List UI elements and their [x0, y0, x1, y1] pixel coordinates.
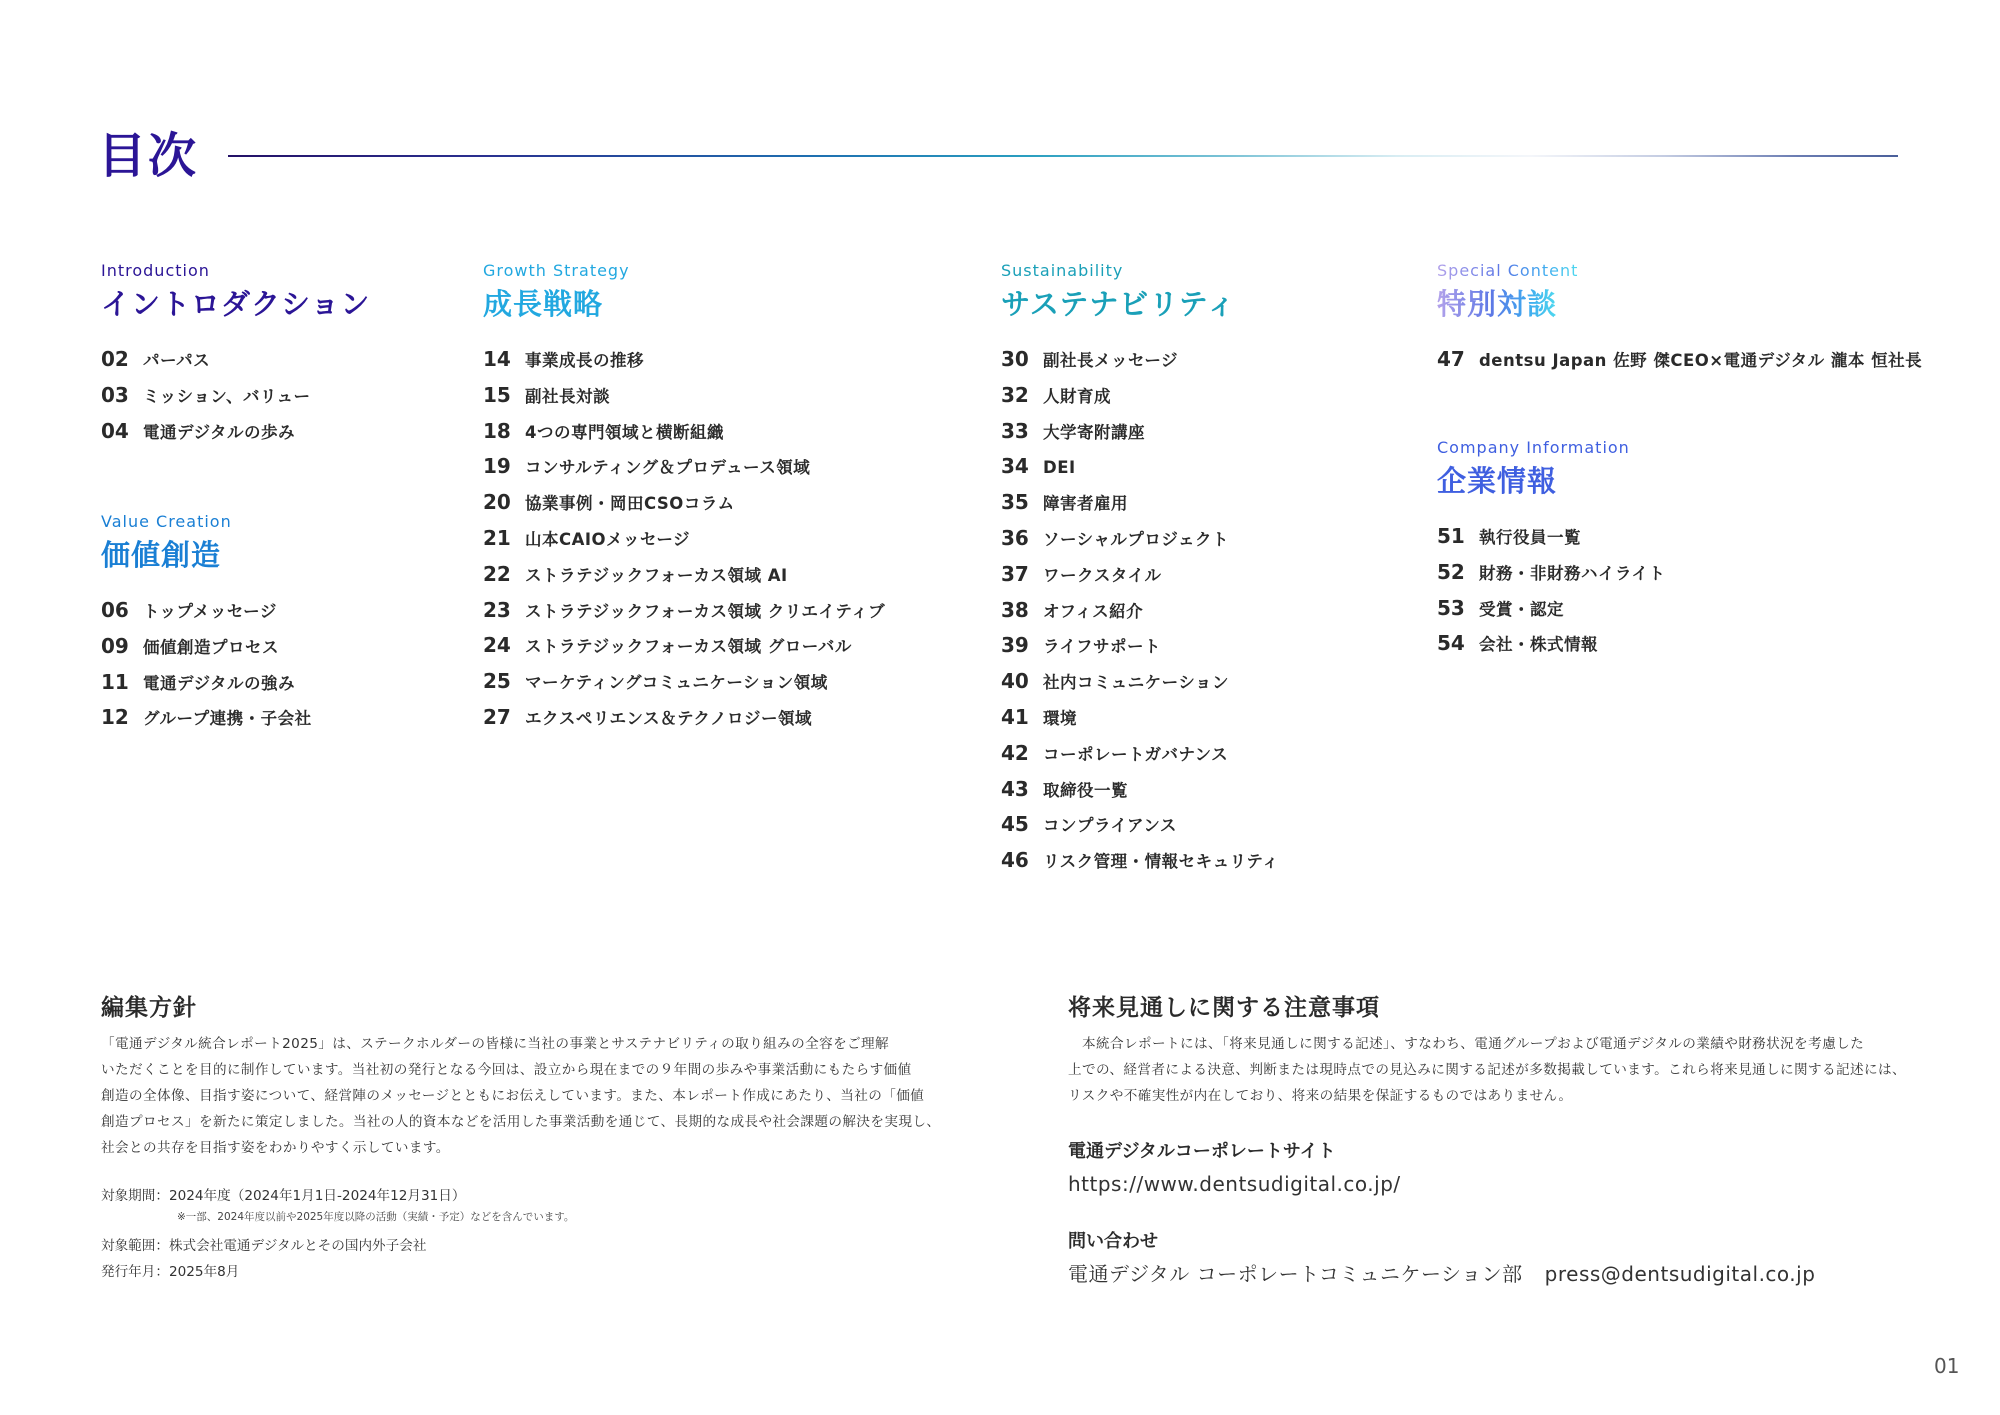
toc-item[interactable]	[1001, 777, 1279, 813]
toc-page-number: 23	[483, 597, 511, 622]
toc-item[interactable]	[1001, 383, 1279, 419]
paragraph-line: 上での、経営者による決意、判断または現時点での見込みに関する記述が多数掲載しています。これら将来見通しに関する記述には、	[1068, 1062, 1906, 1078]
toc-page-number: 35	[1001, 490, 1029, 515]
toc-item[interactable]	[1001, 490, 1279, 526]
toc-item[interactable]	[1001, 741, 1279, 777]
toc-item[interactable]	[1001, 347, 1279, 383]
toc-item[interactable]	[101, 670, 312, 706]
toc-page-number: 19	[483, 454, 511, 479]
toc-item[interactable]	[1001, 848, 1279, 884]
forward-looking-notice	[1068, 993, 1928, 1289]
contact-email-link[interactable]: press@dentsudigital.co.jp	[1544, 1262, 1816, 1286]
contact-info	[1068, 1229, 1928, 1289]
editorial-policy	[101, 993, 961, 1285]
toc-page-number: 37	[1001, 561, 1029, 586]
toc-item-label: グループ連携・子会社	[143, 709, 312, 729]
toc-item[interactable]	[101, 347, 370, 383]
toc-item-label: 会社・株式情報	[1479, 635, 1598, 655]
section-en-label: Company Information	[1437, 438, 1630, 457]
toc-item-label: 副社長メッセージ	[1043, 351, 1179, 370]
toc-item[interactable]	[483, 705, 885, 741]
toc-item[interactable]	[1001, 454, 1279, 490]
toc-list-sustainability	[1001, 347, 1279, 884]
toc-item-label: 価値創造プロセス	[143, 637, 279, 657]
toc-page-number: 38	[1001, 597, 1029, 622]
toc-item-label: 大学寄附講座	[1043, 422, 1145, 442]
toc-page-number: 33	[1001, 418, 1029, 443]
toc-item[interactable]	[1001, 526, 1279, 562]
paragraph-line: 「電通デジタル統合レポート2025」は、ステークホルダーの皆様に当社の事業とサステナビリティの取り組みの全容をご理解	[101, 1036, 890, 1052]
section-value-creation	[101, 512, 312, 741]
toc-page-number: 47	[1437, 347, 1465, 371]
toc-page-number: 40	[1001, 669, 1029, 694]
toc-page-number: 25	[483, 669, 511, 694]
paragraph-line: 社会との共存を目指す姿をわかりやすく示しています。	[101, 1140, 450, 1156]
toc-list-company-information	[1437, 524, 1666, 667]
toc-item[interactable]	[1001, 562, 1279, 598]
toc-page-number: 45	[1001, 812, 1029, 837]
toc-page-number: 12	[101, 705, 129, 730]
toc-page-number: 53	[1437, 595, 1465, 620]
section-jp-title: 成長戦略	[483, 287, 604, 321]
title-divider	[228, 155, 1898, 157]
toc-item-label: 副社長対談	[525, 386, 610, 406]
toc-item-label: ワークスタイル	[1043, 565, 1162, 585]
toc-page-number: 51	[1437, 524, 1465, 548]
paragraph-line: 創造の全体像、目指す姿について、経営陣のメッセージとともにお伝えしています。また、本レポート作成にあたり、当社の「価値	[101, 1088, 925, 1104]
toc-item[interactable]	[483, 598, 885, 634]
toc-item-label: 電通デジタルの歩み	[143, 422, 296, 442]
toc-item[interactable]	[1001, 598, 1279, 634]
toc-item-label: エクスペリエンス＆テクノロジー領域	[525, 708, 813, 728]
toc-page-number: 30	[1001, 347, 1029, 371]
section-en-label: Growth Strategy	[483, 261, 630, 280]
editorial-policy-body	[101, 1031, 961, 1161]
toc-item[interactable]	[101, 634, 312, 670]
toc-item-label: DEI	[1043, 458, 1076, 478]
toc-page-number: 54	[1437, 631, 1465, 656]
section-company-information	[1437, 438, 1666, 667]
toc-item[interactable]	[483, 490, 885, 526]
toc-item-label: 事業成長の推移	[525, 351, 644, 370]
toc-item[interactable]	[101, 598, 312, 634]
toc-page-number: 03	[101, 382, 129, 407]
toc-page-number: 42	[1001, 740, 1029, 765]
toc-page-number: 36	[1001, 525, 1029, 550]
toc-item-label: リスク管理・情報セキュリティ	[1043, 852, 1280, 872]
toc-item[interactable]	[101, 419, 370, 455]
toc-item-label: コーポレートガバナンス	[1043, 744, 1229, 764]
toc-item[interactable]	[1001, 419, 1279, 455]
report-scope	[101, 1233, 961, 1285]
section-jp-title: サステナビリティ	[1001, 287, 1237, 321]
toc-item[interactable]	[483, 633, 885, 669]
section-special-content	[1437, 261, 1922, 383]
toc-page-number: 15	[483, 382, 511, 407]
toc-item-label: オフィス紹介	[1043, 601, 1144, 621]
toc-page-number: 22	[483, 561, 511, 586]
page-title: 目次	[98, 128, 199, 184]
toc-page-number: 14	[483, 347, 511, 371]
toc-page-number: 18	[483, 418, 511, 443]
issued-value: 2025年8月	[168, 1264, 240, 1280]
toc-item[interactable]	[1001, 812, 1279, 848]
contact-title: 問い合わせ	[1068, 1231, 1158, 1252]
toc-item[interactable]	[483, 526, 885, 562]
toc-item[interactable]	[483, 347, 885, 383]
toc-item-label: コンプライアンス	[1043, 816, 1177, 836]
toc-item-label: ストラテジックフォーカス領域 AI	[525, 565, 788, 585]
editorial-policy-title: 編集方針	[101, 995, 197, 1021]
toc-item-label: 環境	[1043, 708, 1077, 728]
toc-item[interactable]	[1001, 705, 1279, 741]
issued-label: 発行年月：	[101, 1264, 169, 1280]
toc-item-label: パーパス	[143, 351, 211, 370]
toc-item[interactable]	[483, 383, 885, 419]
toc-item-label: 協業事例・岡田CSOコラム	[525, 494, 735, 514]
toc-page-number: 11	[101, 669, 129, 694]
scope-label: 対象範囲：	[101, 1238, 169, 1254]
section-en-label: Introduction	[101, 261, 210, 280]
period-note: ※一部、2024年度以前や2025年度以降の活動（実績・予定）などを含んでいます。	[177, 1211, 575, 1223]
toc-page-number: 34	[1001, 454, 1029, 479]
toc-item[interactable]	[1001, 633, 1279, 669]
toc-page-number: 06	[101, 598, 129, 622]
toc-item-label: dentsu Japan 佐野 傑CEO×電通デジタル 瀧本 恒社長	[1479, 351, 1923, 370]
paragraph-line: 本統合レポートには、「将来見通しに関する記述」、すなわち、電通グループおよび電通デジタルの業績や財務状況を考慮した	[1082, 1036, 1865, 1052]
contact-department: 電通デジタル コーポレートコミュニケーション部	[1068, 1262, 1523, 1286]
toc-page-number: 09	[101, 633, 129, 658]
forward-looking-title: 将来見通しに関する注意事項	[1068, 995, 1380, 1021]
toc-item-label: 社内コミュニケーション	[1043, 673, 1230, 693]
toc-item-label: コンサルティング＆プロデュース領域	[525, 458, 811, 478]
period-value: 2024年度（2024年1月1日-2024年12月31日）	[168, 1188, 466, 1204]
toc-item-label: ライフサポート	[1043, 637, 1162, 657]
toc-page-number: 24	[483, 633, 511, 658]
period-label: 対象期間：	[101, 1188, 169, 1204]
toc-item-label: 取締役一覧	[1043, 780, 1128, 800]
report-period	[101, 1183, 961, 1225]
paragraph-line: リスクや不確実性が内在しており、将来の結果を保証するものではありません。	[1068, 1088, 1573, 1104]
toc-item[interactable]	[483, 419, 885, 455]
section-en-label: Sustainability	[1001, 261, 1124, 280]
toc-item-label: ソーシャルプロジェクト	[1043, 529, 1230, 549]
section-jp-title: イントロダクション	[101, 287, 371, 321]
toc-item[interactable]	[483, 562, 885, 598]
toc-list-growth-strategy	[483, 347, 885, 741]
toc-item[interactable]	[1437, 524, 1666, 560]
toc-item-label: 人財育成	[1043, 386, 1111, 406]
section-jp-title: 企業情報	[1437, 464, 1558, 498]
paragraph-line: 創造プロセス」を新たに策定しました。当社の人的資本などを活用した事業活動を通じて、長期的な成長や社会課題の解決を実現し、	[101, 1114, 941, 1130]
toc-page-number: 39	[1001, 633, 1029, 658]
corporate-site-link[interactable]: https://www.dentsudigital.co.jp/	[1068, 1172, 1401, 1196]
section-en-label: Special Content	[1437, 261, 1579, 280]
toc-page-number: 41	[1001, 704, 1029, 729]
toc-item-label: 4つの専門領域と横断組織	[525, 422, 724, 442]
forward-looking-body	[1068, 1031, 1928, 1109]
toc-page-number: 04	[101, 418, 129, 443]
toc-item[interactable]	[1437, 560, 1666, 596]
toc-item-label: トップメッセージ	[143, 602, 277, 621]
toc-item-label: ストラテジックフォーカス領域 グローバル	[525, 637, 852, 657]
toc-page-number: 21	[483, 525, 511, 550]
corporate-site	[1068, 1139, 1928, 1199]
toc-page-number: 52	[1437, 559, 1465, 584]
toc-page-number: 46	[1001, 848, 1029, 873]
toc-list-introduction	[101, 347, 370, 454]
section-sustainability	[1001, 261, 1279, 884]
toc-item-label: マーケティングコミュニケーション領域	[525, 673, 828, 693]
corporate-site-title: 電通デジタルコーポレートサイト	[1068, 1141, 1336, 1162]
toc-page-number: 32	[1001, 382, 1029, 407]
toc-item-label: 財務・非財務ハイライト	[1479, 563, 1666, 583]
toc-item[interactable]	[1437, 347, 1922, 383]
section-growth-strategy	[483, 261, 885, 741]
toc-item-label: 電通デジタルの強み	[143, 673, 296, 693]
toc-item[interactable]	[1437, 596, 1666, 632]
toc-page-number: 02	[101, 347, 129, 371]
section-en-label: Value Creation	[101, 512, 232, 531]
toc-item-label: ストラテジックフォーカス領域 クリエイティブ	[525, 601, 886, 621]
toc-item[interactable]	[1001, 669, 1279, 705]
scope-value: 株式会社電通デジタルとその国内外子会社	[168, 1238, 427, 1254]
toc-item-label: 執行役員一覧	[1479, 528, 1581, 547]
toc-item-label: 受賞・認定	[1479, 599, 1564, 619]
section-jp-title: 価値創造	[101, 538, 222, 572]
page-number: 01	[1934, 1354, 1960, 1378]
toc-item[interactable]	[101, 705, 312, 741]
section-jp-title: 特別対談	[1437, 287, 1558, 321]
paragraph-line: いただくことを目的に制作しています。当社初の発行となる今回は、設立から現在までの９年間の歩みや事業活動にもたらす価値	[101, 1062, 912, 1078]
toc-item-label: 障害者雇用	[1043, 494, 1128, 514]
toc-item[interactable]	[101, 383, 370, 419]
toc-item-label: 山本CAIOメッセージ	[525, 529, 691, 549]
toc-item[interactable]	[1437, 631, 1666, 667]
toc-list-value-creation	[101, 598, 312, 741]
section-introduction	[101, 261, 370, 454]
toc-list-special-content	[1437, 347, 1922, 383]
toc-item[interactable]	[483, 454, 885, 490]
toc-page-number: 20	[483, 490, 511, 515]
toc-page-number: 43	[1001, 776, 1029, 801]
toc-page-number: 27	[483, 704, 511, 729]
toc-item[interactable]	[483, 669, 885, 705]
toc-item-label: ミッション、バリュー	[143, 386, 311, 406]
